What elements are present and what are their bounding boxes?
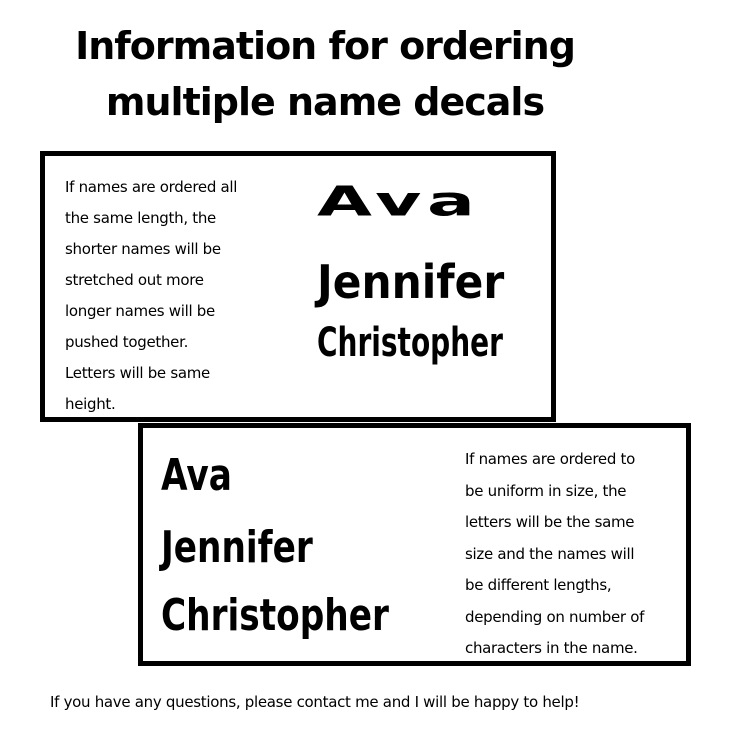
- page-title: [0, 18, 650, 130]
- note-line: characters in the name.: [465, 639, 638, 657]
- stretched-name-christopher: Christopher: [317, 320, 503, 366]
- note-line: depending on number of: [465, 607, 645, 626]
- note-line: be uniform in size, the: [465, 481, 627, 500]
- note-line: If names are ordered to: [465, 450, 635, 468]
- uniform-names-panel: [138, 423, 691, 666]
- uniform-name-jennifer: Jennifer: [161, 522, 313, 573]
- stretched-name-jennifer: Jennifer: [317, 255, 505, 309]
- note-line: letters will be the same: [465, 513, 635, 531]
- uniform-names-note: [465, 444, 644, 665]
- note-line: If names are ordered all: [65, 178, 238, 196]
- title-line-2: multiple name decals: [105, 80, 545, 124]
- title-line-1: Information for ordering: [75, 24, 575, 68]
- note-line: Letters will be same: [65, 364, 210, 382]
- note-line: pushed together.: [65, 333, 189, 351]
- note-line: stretched out more: [65, 271, 204, 289]
- stretched-name-ava: Ava: [317, 177, 481, 226]
- note-line: be different lengths,: [465, 576, 612, 594]
- uniform-name-ava: Ava: [161, 450, 232, 501]
- contact-footer-note: If you have any questions, please contact me and I will be happy to help!: [50, 693, 580, 711]
- note-line: the same length, the: [65, 209, 216, 227]
- note-line: shorter names will be: [65, 240, 221, 258]
- stretched-names-note: [65, 172, 237, 420]
- note-line: height.: [65, 395, 116, 413]
- stretched-names-panel: [40, 151, 556, 422]
- note-line: longer names will be: [65, 302, 215, 320]
- note-line: size and the names will: [465, 544, 635, 563]
- uniform-name-christopher: Christopher: [161, 590, 389, 641]
